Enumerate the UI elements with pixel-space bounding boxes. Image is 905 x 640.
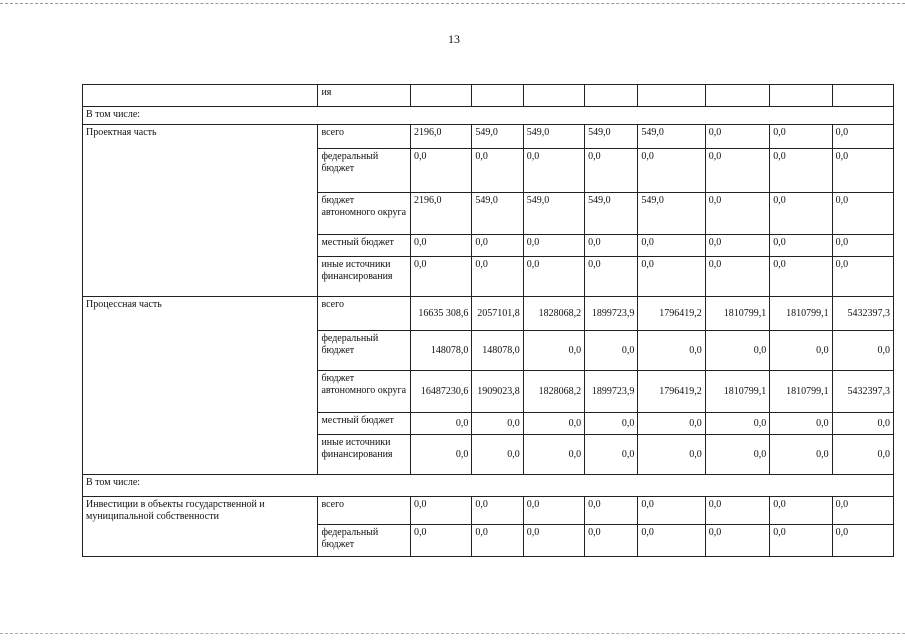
row-label: федеральный бюджет (318, 331, 411, 371)
value-cell: 0,0 (832, 235, 893, 257)
value-cell: 0,0 (770, 193, 832, 235)
table-row (83, 497, 894, 525)
value-cell: 0,0 (472, 257, 523, 297)
value-cell: 0,0 (472, 413, 523, 435)
value-cell: 0,0 (832, 413, 893, 435)
value-cell: 0,0 (585, 413, 638, 435)
value-cell: 1909023,8 (472, 371, 523, 413)
row-label: бюджет автономного округа (318, 371, 411, 413)
value-cell: 1828068,2 (523, 297, 584, 331)
value-cell: 1828068,2 (523, 371, 584, 413)
value-cell: 0,0 (705, 235, 769, 257)
value-cell: 0,0 (585, 235, 638, 257)
value-cell: 0,0 (770, 525, 832, 557)
value-cell: 0,0 (832, 257, 893, 297)
value-cell: 0,0 (832, 435, 893, 475)
value-cell: 0,0 (705, 413, 769, 435)
row-label: местный бюджет (318, 235, 411, 257)
value-cell: 0,0 (411, 257, 472, 297)
value-cell: 1810799,1 (770, 371, 832, 413)
value-cell: 0,0 (770, 257, 832, 297)
value-cell: 1796419,2 (638, 371, 705, 413)
value-cell: 5432397,3 (832, 371, 893, 413)
value-cell: 16635 308,6 (411, 297, 472, 331)
value-cell: 0,0 (638, 525, 705, 557)
value-cell: 0,0 (638, 257, 705, 297)
value-cell: 0,0 (523, 435, 584, 475)
row-label: всего (318, 497, 411, 525)
section-label: В том числе: (83, 475, 894, 497)
value-cell: 0,0 (472, 235, 523, 257)
value-cell: 0,0 (705, 497, 769, 525)
value-cell: 0,0 (523, 413, 584, 435)
value-cell: 0,0 (411, 435, 472, 475)
table-cell (83, 85, 318, 107)
value-cell: 0,0 (411, 413, 472, 435)
value-cell: 0,0 (832, 193, 893, 235)
value-cell: 0,0 (585, 435, 638, 475)
value-cell: 0,0 (770, 125, 832, 149)
value-cell: 0,0 (770, 413, 832, 435)
value-cell: 0,0 (638, 413, 705, 435)
group-title: Процессная часть (83, 297, 318, 475)
value-cell: 0,0 (523, 235, 584, 257)
value-cell: 1810799,1 (705, 297, 769, 331)
row-label: иные источники финансирования (318, 257, 411, 297)
value-cell: 0,0 (411, 235, 472, 257)
value-cell: 0,0 (585, 257, 638, 297)
section-label: В том числе: (83, 107, 894, 125)
value-cell: 0,0 (705, 525, 769, 557)
value-cell: 0,0 (770, 497, 832, 525)
value-cell: 0,0 (523, 257, 584, 297)
value-cell: 1899723,9 (585, 297, 638, 331)
value-cell: 1899723,9 (585, 371, 638, 413)
value-cell: 0,0 (770, 235, 832, 257)
value-cell: 0,0 (585, 149, 638, 193)
value-cell: 2196,0 (411, 193, 472, 235)
value-cell: 549,0 (585, 193, 638, 235)
group-title: Проектная часть (83, 125, 318, 297)
value-cell: 0,0 (523, 497, 584, 525)
process-group (83, 297, 894, 475)
value-cell: 0,0 (472, 497, 523, 525)
value-cell: 0,0 (638, 149, 705, 193)
value-cell: 0,0 (705, 435, 769, 475)
value-cell: 549,0 (638, 125, 705, 149)
table-row (83, 85, 894, 107)
value-cell: 0,0 (472, 149, 523, 193)
value-cell: 549,0 (523, 193, 584, 235)
value-cell: 0,0 (832, 149, 893, 193)
row-label: федеральный бюджет (318, 525, 411, 557)
value-cell: 0,0 (585, 331, 638, 371)
value-cell: 0,0 (472, 435, 523, 475)
section-row (83, 475, 894, 497)
value-cell: 0,0 (585, 525, 638, 557)
value-cell: 0,0 (523, 331, 584, 371)
page-number: 13 (448, 32, 460, 46)
value-cell: 0,0 (705, 149, 769, 193)
value-cell: 148078,0 (411, 331, 472, 371)
value-cell: 0,0 (638, 435, 705, 475)
section-row (83, 107, 894, 125)
header-fragment: ия (318, 85, 411, 107)
value-cell: 1810799,1 (770, 297, 832, 331)
value-cell: 0,0 (705, 193, 769, 235)
value-cell: 0,0 (523, 149, 584, 193)
scan-edge-bottom (0, 633, 905, 634)
value-cell: 1810799,1 (705, 371, 769, 413)
value-cell: 0,0 (411, 497, 472, 525)
row-label: всего (318, 125, 411, 149)
row-label: федеральный бюджет (318, 149, 411, 193)
value-cell: 549,0 (523, 125, 584, 149)
value-cell: 0,0 (832, 331, 893, 371)
investments-group (83, 497, 894, 557)
row-label: местный бюджет (318, 413, 411, 435)
value-cell: 2196,0 (411, 125, 472, 149)
row-label: иные источники финансирования (318, 435, 411, 475)
value-cell: 0,0 (411, 149, 472, 193)
value-cell: 0,0 (638, 497, 705, 525)
value-cell: 16487230,6 (411, 371, 472, 413)
value-cell: 0,0 (770, 331, 832, 371)
value-cell: 0,0 (832, 125, 893, 149)
value-cell: 0,0 (638, 331, 705, 371)
group-title: Инвестиции в объекты государственной и муниципальной собственности (83, 497, 318, 557)
value-cell: 2057101,8 (472, 297, 523, 331)
budget-table (82, 84, 894, 557)
value-cell: 0,0 (705, 125, 769, 149)
value-cell: 0,0 (832, 497, 893, 525)
value-cell: 5432397,3 (832, 297, 893, 331)
value-cell: 549,0 (472, 125, 523, 149)
value-cell: 0,0 (770, 435, 832, 475)
value-cell: 0,0 (411, 525, 472, 557)
value-cell: 1796419,2 (638, 297, 705, 331)
row-label: бюджет автономного округа (318, 193, 411, 235)
value-cell: 549,0 (472, 193, 523, 235)
table-row (83, 125, 894, 149)
value-cell: 0,0 (585, 497, 638, 525)
value-cell: 0,0 (705, 257, 769, 297)
value-cell: 148078,0 (472, 331, 523, 371)
scan-edge-top (0, 3, 905, 4)
value-cell: 549,0 (638, 193, 705, 235)
value-cell: 549,0 (585, 125, 638, 149)
value-cell: 0,0 (472, 525, 523, 557)
value-cell: 0,0 (770, 149, 832, 193)
value-cell: 0,0 (638, 235, 705, 257)
table-row (83, 297, 894, 331)
row-label: всего (318, 297, 411, 331)
value-cell: 0,0 (832, 525, 893, 557)
value-cell: 0,0 (705, 331, 769, 371)
design-group (83, 125, 894, 297)
value-cell: 0,0 (523, 525, 584, 557)
